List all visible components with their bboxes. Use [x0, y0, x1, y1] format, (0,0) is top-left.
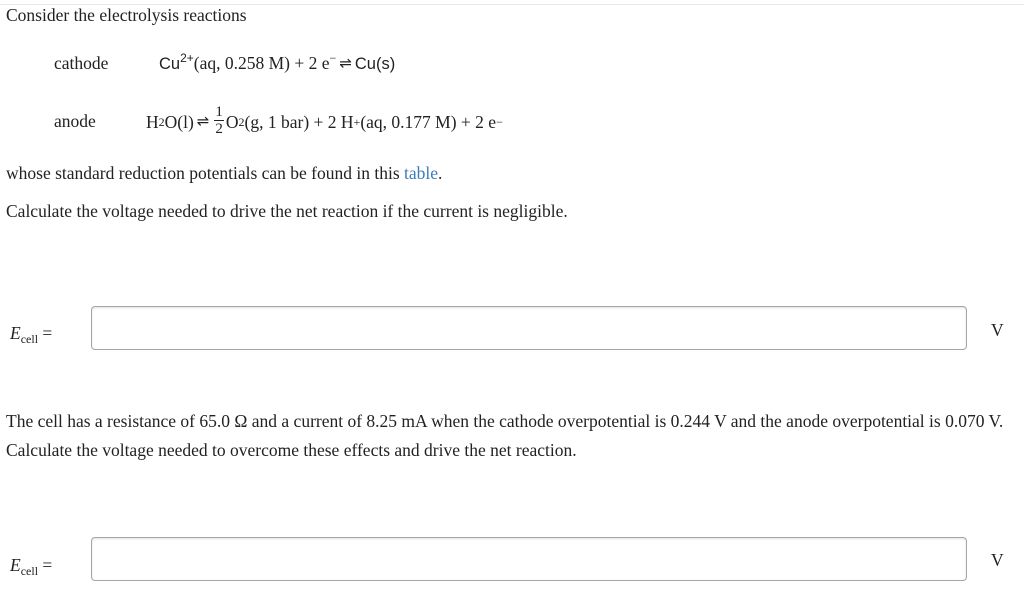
anode-reactant-h: H: [146, 111, 159, 132]
cathode-reactant: Cu: [159, 55, 181, 73]
oxygen-state-and-h: (g, 1 bar) + 2 H: [244, 111, 354, 132]
cathode-reactant-charge: 2+: [180, 51, 194, 65]
ecell-symbol-1: E: [10, 323, 21, 343]
question-1: Calculate the voltage needed to drive the net reaction if the current is negligible.: [6, 201, 568, 221]
equilibrium-arrow-icon: ⇌: [196, 112, 210, 130]
potentials-text: [6, 163, 442, 184]
fraction-numerator: 1: [215, 103, 223, 120]
anode-label: anode: [54, 111, 96, 131]
ecell-input-2[interactable]: [91, 537, 967, 581]
ecell-symbol-2: E: [10, 555, 21, 575]
potentials-text-after: .: [438, 163, 443, 183]
ecell-label-2: [10, 555, 52, 579]
cathode-label: cathode: [54, 53, 109, 73]
intro-text: Consider the electrolysis reactions: [6, 5, 247, 25]
unit-label-2: V: [991, 550, 1004, 570]
potentials-text-before: whose standard reduction potentials can be found in this: [6, 163, 405, 183]
cathode-electron-charge: −: [329, 51, 337, 65]
equilibrium-arrow-icon: ⇌: [339, 54, 352, 72]
cathode-equation: [159, 53, 395, 74]
cathode-reactant-state: (aq, 0.258 M) + 2 e: [193, 53, 330, 73]
cathode-product: Cu(s): [354, 55, 396, 73]
ecell-label-1: [10, 323, 52, 347]
ecell-subscript-2: cell: [20, 564, 39, 578]
anode-reactant-rest: O(l): [164, 111, 194, 132]
anode-equation: H 2 O(l) ⇌ $\frac{1}{2}$ O 2 (g, 1 bar) + 2 H + (aq, 0.177 M) + 2 e −: [146, 103, 503, 137]
fraction-denominator: 2: [215, 120, 223, 137]
ecell-subscript-1: cell: [20, 332, 39, 346]
question-2: The cell has a resistance of 65.0 Ω and a current of 8.25 mA when the cathode overpotential is 0.244 V and the anode overpotential is 0.070 V. Calculate the voltage needed to overcome these effects and drive the net reaction.: [6, 411, 1004, 460]
ecell-equals-1: =: [42, 323, 53, 343]
ecell-input-1[interactable]: [91, 306, 967, 350]
proton-state: (aq, 0.177 M) + 2 e: [360, 111, 497, 132]
ecell-equals-2: =: [42, 555, 53, 575]
table-link[interactable]: table: [404, 163, 439, 183]
unit-label-1: V: [991, 320, 1004, 340]
one-half-fraction: [214, 104, 224, 137]
oxygen-symbol: O: [225, 111, 239, 132]
